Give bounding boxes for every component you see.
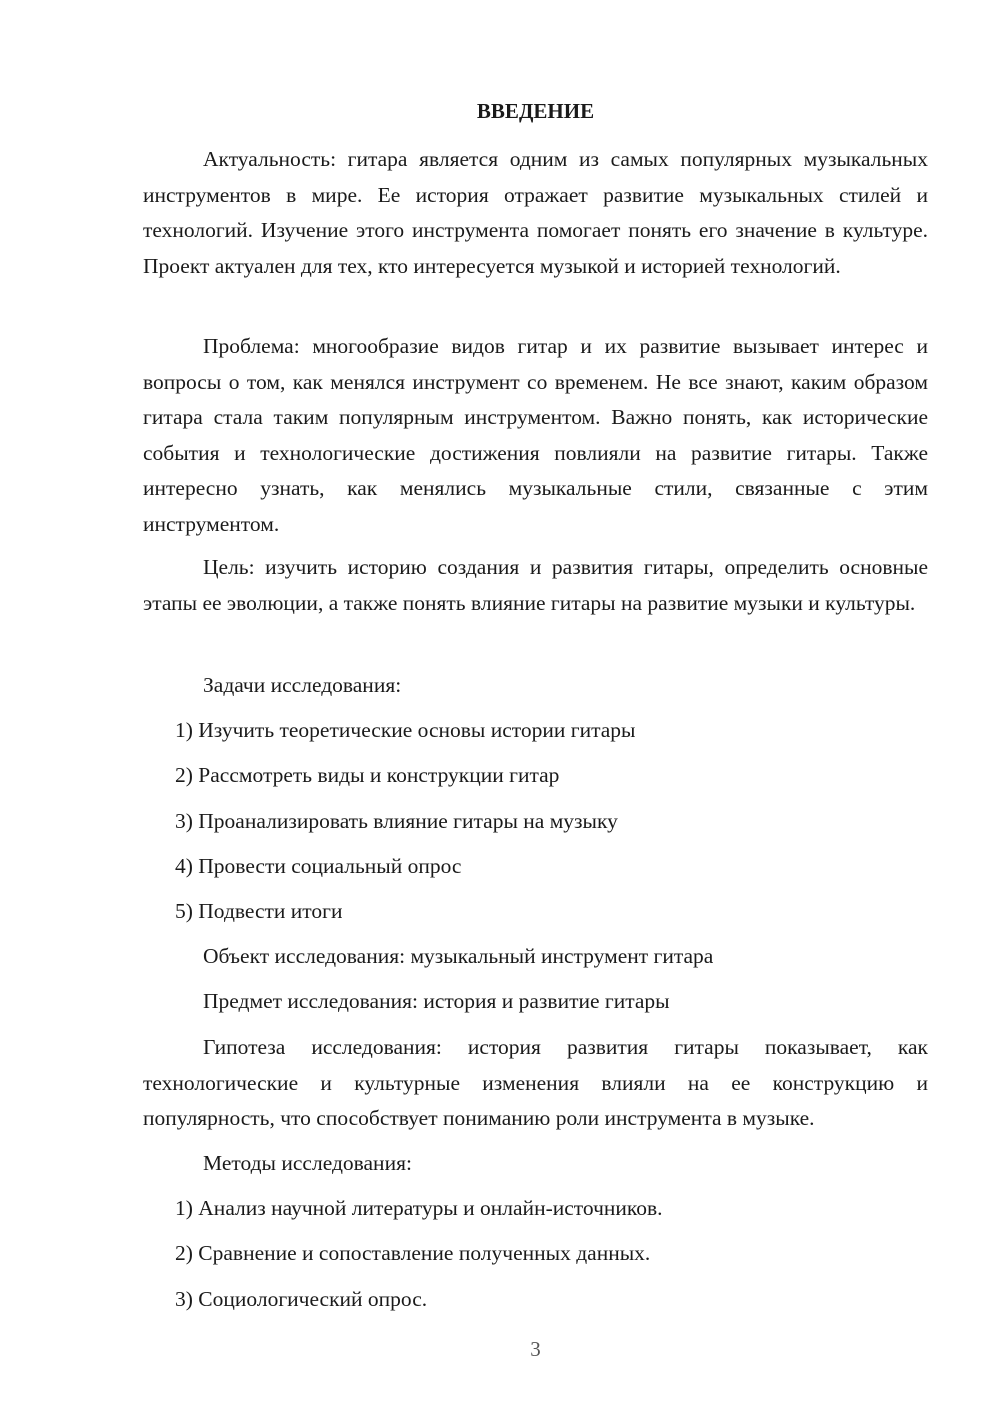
research-object: Объект исследования: музыкальный инструмент гитара [203,944,714,968]
method-item: 3) Социологический опрос. [175,1287,428,1311]
page-title: ВВЕДЕНИЕ [476,99,595,123]
method-item: 2) Сравнение и сопоставление полученных данных. [175,1241,651,1265]
document-page [143,0,928,1414]
task-item: 1) Изучить теоретические основы истории гитары [175,718,636,742]
task-item: 3) Проанализировать влияние гитары на музыку [175,809,618,833]
method-item: 1) Анализ научной литературы и онлайн-источников. [175,1196,663,1220]
task-item: 5) Подвести итоги [175,899,343,923]
problem-paragraph: Проблема: многообразие видов гитар и их развитие вызывает интерес и вопросы о том, как менялся инструмент со временем. Не все знают, каким образом гитара стала таким популярным инструментом. Важно понять, как исторические события и технологические достижения повлияли на развитие гитары. Также интересно узнать, как менялись музыкальные стили, связанные с этим инструментом. [143,334,928,536]
research-subject: Предмет исследования: история и развитие гитары [203,989,670,1013]
hypothesis-paragraph: Гипотеза исследования: история развития гитары показывает, как технологические и культурные изменения влияли на ее конструкцию и популярность, что способствует пониманию роли инструмента в музыке. [143,1035,928,1130]
methods-heading: Методы исследования: [203,1151,412,1175]
task-item: 2) Рассмотреть виды и конструкции гитар [175,763,560,787]
relevance-paragraph: Актуальность: гитара является одним из самых популярных музыкальных инструментов в мире. Ее история отражает развитие музыкальных стилей и технологий. Изучение этого инструмента помогает понять его значение в культуре. Проект актуален для тех, кто интересуется музыкой и историей технологий. [143,147,928,278]
goal-paragraph: Цель: изучить историю создания и развития гитары, определить основные этапы ее эволюции, а также понять влияние гитары на развитие музыки и культуры. [143,555,928,615]
tasks-heading: Задачи исследования: [203,673,402,697]
task-item: 4) Провести социальный опрос [175,854,462,878]
page-number: 3 [530,1337,541,1361]
